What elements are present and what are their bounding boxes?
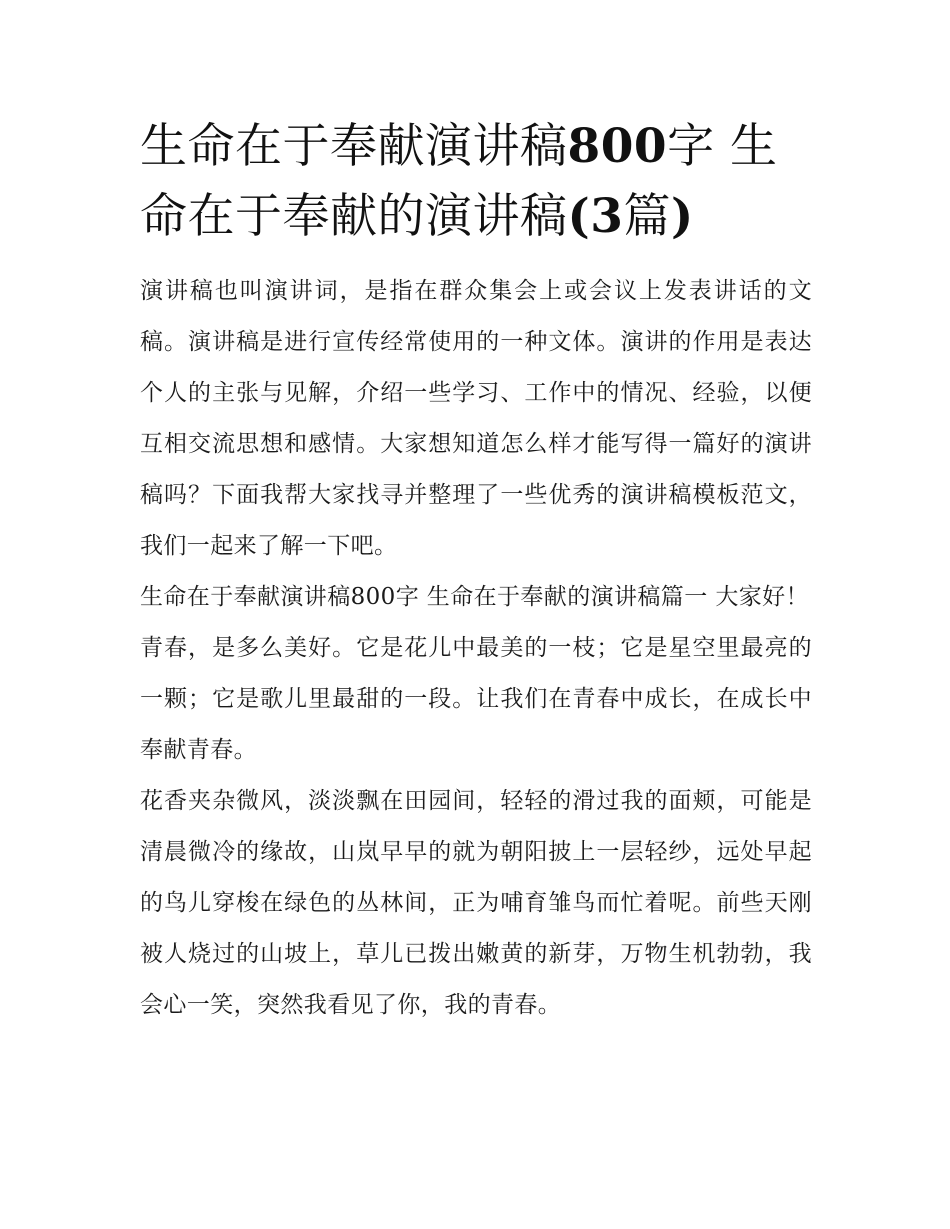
intro-paragraph: 演讲稿也叫演讲词，是指在群众集会上或会议上发表讲话的文稿。演讲稿是进行宣传经常使用的一种文体。演讲的作用是表达个人的主张与见解，介绍一些学习、工作中的情况、经验，以便互相交流思想和感情。大家想知道怎么样才能写得一篇好的演讲稿吗？下面我帮大家找寻并整理了一些优秀的演讲稿模板范文，我们一起来了解一下吧。	[140, 278, 812, 559]
section-heading-paragraph: 生命在于奉献演讲稿800字 生命在于奉献的演讲稿篇一 大家好！	[140, 584, 809, 610]
document-title: 生命在于奉献演讲稿800字 生命在于奉献的演讲稿(3篇)	[140, 119, 778, 244]
document-body	[140, 112, 812, 1031]
body-paragraph: 青春，是多么美好。它是花儿中最美的一枝；它是星空里最亮的一颗；它是歌儿里最甜的一段。让我们在青春中成长，在成长中奉献青春。	[140, 635, 812, 763]
body-paragraph: 花香夹杂微风，淡淡飘在田园间，轻轻的滑过我的面颊，可能是清晨微冷的缘故，山岚早早的就为朝阳披上一层轻纱，远处早起的鸟儿穿梭在绿色的丛林间，正为哺育雏鸟而忙着呢。前些天刚被人烧过的山坡上，草儿已拨出嫩黄的新芽，万物生机勃勃，我会心一笑，突然我看见了你，我的青春。	[140, 788, 812, 1018]
